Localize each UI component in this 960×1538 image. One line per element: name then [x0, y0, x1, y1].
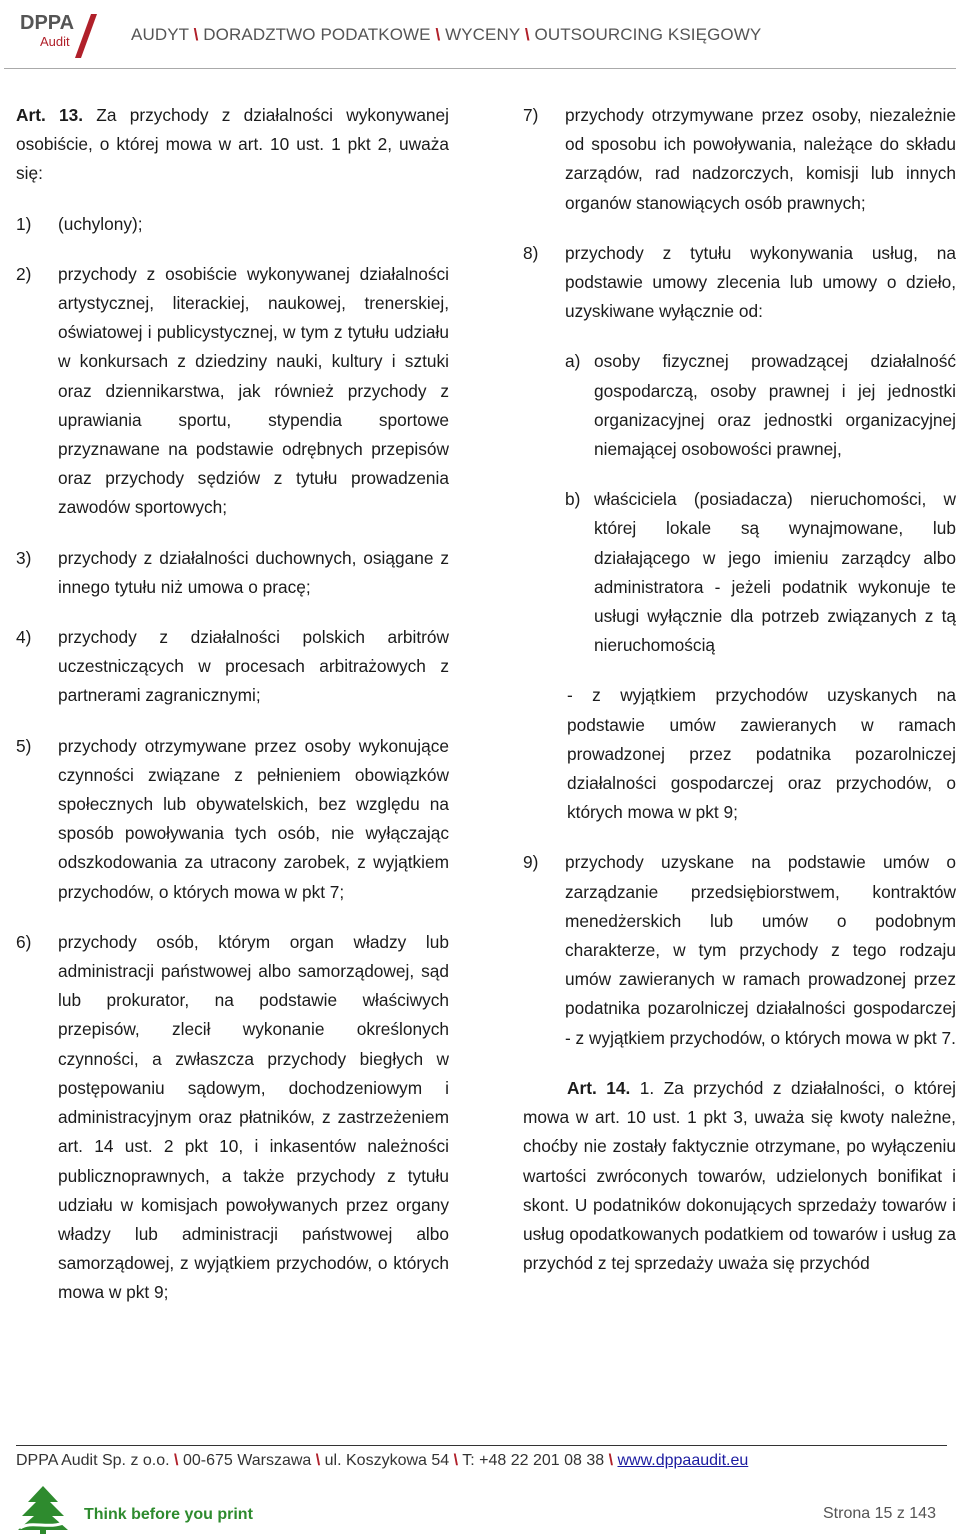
item-number: 9) [523, 852, 539, 873]
item-number: 1) [16, 213, 32, 234]
separator: \ [608, 1452, 614, 1469]
page-header [0, 0, 960, 70]
service-valuation: WYCENY [445, 25, 521, 44]
header-divider [4, 68, 956, 69]
separator: \ [174, 1452, 179, 1469]
website-link[interactable]: www.dppaaudit.eu [617, 1452, 749, 1469]
footer-divider [16, 1445, 947, 1446]
separator: \ [524, 25, 530, 44]
sub-item-letter: b) [565, 489, 581, 510]
article-14-text: 1. Za przychód z działalności, o której mowa w art. 10 ust. 1 pkt 3, uważa się kwoty należne, choćby nie zostały faktycznie otrzymane, po wyłączeniu wartości zwróconych towarów, udzielonych bonifikat i skont. U podatników dokonujących sprzedaży towarów i usług opodatkowanych podatkiem od towarów i usług za przychód z tej sprzedaży uważa się przychód [523, 1077, 956, 1274]
separator: \ [193, 25, 199, 44]
item-text: przychody osób, którym organ władzy lub administracji państwowej albo samorządowej, sąd lub prokurator, na podstawie właściwych przepisów, zlecił wykonanie określonych czynności, a zwłaszcza przychody biegłych w postępowaniu sądowym, dochodzeniowym i administracyjnym oraz płatników, z zastrzeżeniem art. 14 ust. 2 pkt 10, i inkasentów należności publicznoprawnych, a także przychody z tytułu udziału w komisjach powoływanych przez organy władzy lub administracji państwowej albo samorządowej, z wyjątkiem przychodów, o których mowa w pkt 9; [58, 931, 449, 1303]
slogan: Think before you print [84, 1506, 253, 1523]
item-text: przychody uzyskane na podstawie umów o zarządzanie przedsiębiorstwem, kontraktów menedżerskich lub umów o podobnym charakterze, w tym przychody z tego rodzaju umów zawieranych w ramach prowadzonej przez podatnika pozarolniczej działalności gospodarczej - z wyjątkiem przychodów, o których mowa w pkt 7. [565, 852, 956, 1048]
service-audit: AUDYT [131, 25, 189, 44]
item-number: 6) [16, 931, 32, 952]
sub-item-letter: a) [565, 351, 581, 372]
sub-item-text: właściciela (posiadacza) nieruchomości, w której lokale są wynajmowane, lub działającego w jego imieniu zarządcy albo administratora - jeżeli podatnik wykonuje te usługi wyłącznie dla potrzeb związanych z tą nieruchomością [594, 489, 956, 656]
article-14-title: Art. 14. [567, 1077, 631, 1098]
list-item [523, 239, 956, 327]
item-text: przychody z tytułu wykonywania usług, na podstawie umowy zlecenia lub umowy o dzieło, uzyskiwane wyłącznie od: [565, 242, 956, 322]
item-text: przychody z działalności polskich arbitrów uczestniczących w procesach arbitrażowych z partnerami zagranicznymi; [58, 627, 449, 706]
company-logo [20, 12, 110, 52]
sub-item [523, 485, 956, 660]
list-item [16, 928, 449, 1308]
sub-item-text: osoby fizycznej prowadzącej działalność gospodarczą, osoby prawnej i jej jednostki organizacyjnej oraz jednostki organizacyjnej niemającej osobowości prawnej, [594, 351, 956, 460]
list-item [16, 544, 449, 602]
page-number: Strona 15 z 143 [823, 1505, 936, 1522]
item-number: 3) [16, 547, 32, 568]
article-13-text: Za przychody z działalności wykonywanej osobiście, o której mowa w art. 10 ust. 1 pkt 2, uważa się: [16, 105, 449, 184]
logo-main-text: DPPA [20, 12, 75, 34]
separator: \ [435, 25, 441, 44]
footer-city: 00-675 Warszawa [182, 1452, 312, 1469]
right-column [523, 101, 956, 1299]
list-item [523, 848, 956, 1052]
item-text: przychody z osobiście wykonywanej działalności artystycznej, literackiej, naukowej, trenerskiej, oświatowej i publicystycznej, w tym z tytułu udziału w konkursach z dziedziny nauki, kultury i sztuki oraz dziennikarstwa, jak również przychody z uprawiania sportu, stypendia sportowe przyznawane na podstawie odrębnych przepisów oraz przychody sędziów z tytułu prowadzenia zawodów sportowych; [58, 263, 449, 518]
item-text: (uchylony); [58, 213, 143, 234]
item-text: przychody otrzymywane przez osoby wykonujące czynności związane z pełnieniem obowiązków społecznych lub obywatelskich, bez względu na sposób powoływania tych osób, nie wyłączając odszkodowania za utracony zarobek, z wyjątkiem przychodów, o których mowa w pkt 7; [58, 735, 449, 902]
article-13-intro [16, 101, 449, 189]
tree-icon [14, 1484, 72, 1534]
list-item [523, 101, 956, 218]
footer-phone: T: +48 22 201 08 38 [462, 1452, 605, 1469]
item-number: 7) [523, 105, 539, 125]
article-13-title: Art. 13. [16, 105, 84, 125]
item-text: przychody z działalności duchownych, osiągane z innego tytułu niż umowa o pracę; [58, 547, 449, 597]
service-outsourcing: OUTSOURCING KSIĘGOWY [534, 25, 762, 44]
list-item [16, 260, 449, 523]
separator: \ [315, 1452, 321, 1469]
exception-clause: - z wyjątkiem przychodów uzyskanych na podstawie umów zawieranych w ramach prowadzonej przez podatnika pozarolniczej działalności gospodarczej oraz przychodów, o których mowa w pkt 9; [567, 685, 956, 823]
logo-slash [75, 14, 97, 58]
item-number: 5) [16, 735, 32, 756]
separator: \ [453, 1452, 459, 1469]
item-number: 2) [16, 263, 32, 284]
list-item [16, 623, 449, 711]
list-item [16, 210, 449, 239]
item-text: przychody otrzymywane przez osoby, niezależnie od sposobu ich powoływania, należące do składu zarządów, rad nadzorczych, komisji lub innych organów stanowiących osób prawnych; [565, 105, 956, 213]
left-column [16, 101, 449, 1329]
footer-company: DPPA Audit Sp. z o.o. [16, 1452, 170, 1469]
footer-contact [16, 1452, 748, 1470]
article-14-paragraph [523, 1074, 956, 1278]
sub-item [523, 347, 956, 464]
list-item [16, 732, 449, 907]
item-number: 8) [523, 242, 539, 263]
service-tax: DORADZTWO PODATKOWE [203, 25, 431, 44]
header-services [131, 25, 761, 45]
logo-sub-text: Audit [40, 34, 70, 49]
footer-street: ul. Koszykowa 54 [324, 1452, 450, 1469]
item-number: 4) [16, 627, 32, 648]
